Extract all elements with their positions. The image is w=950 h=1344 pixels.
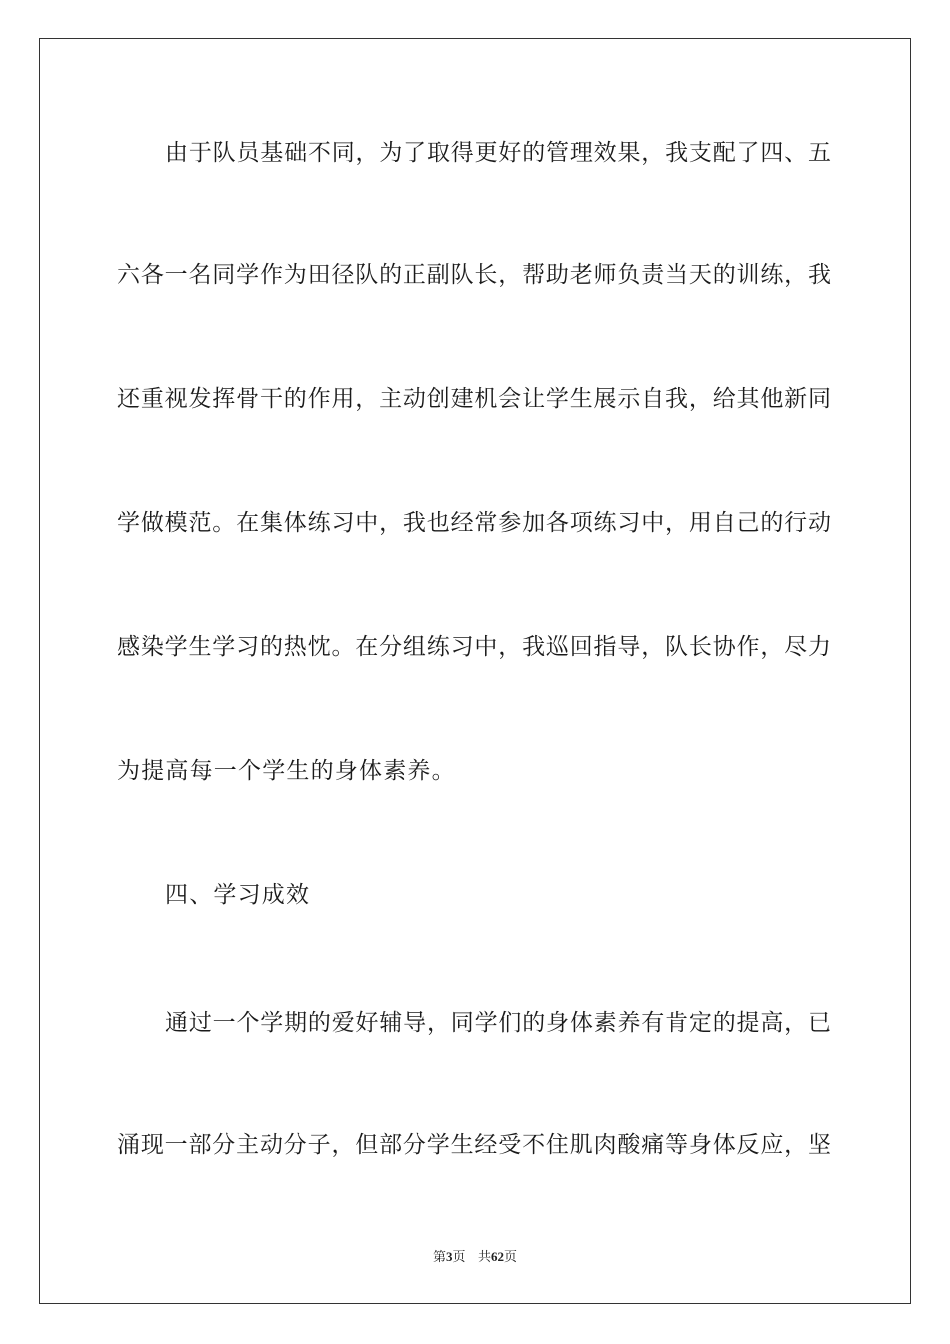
paragraph-line-2: 六各一名同学作为田径队的正副队长，帮助老师负责当天的训练，我 xyxy=(117,262,831,288)
footer-page-suffix: 页 xyxy=(452,1250,466,1265)
footer-page-number: 3 xyxy=(446,1249,453,1264)
page-footer xyxy=(0,1248,950,1267)
section-heading: 四、学习成效 xyxy=(165,882,311,908)
paragraph-line-5: 感染学生学习的热忱。在分组练习中，我巡回指导，队长协作，尽力 xyxy=(117,634,831,660)
paragraph-line-6: 为提高每一个学生的身体素养。 xyxy=(117,758,456,784)
paragraph-line-4: 学做模范。在集体练习中，我也经常参加各项练习中，用自己的行动 xyxy=(117,510,831,536)
footer-page-prefix: 第 xyxy=(433,1250,447,1265)
paragraph-line-1: 由于队员基础不同，为了取得更好的管理效果，我支配了四、五 xyxy=(165,140,831,166)
footer-total-number: 62 xyxy=(490,1249,504,1264)
paragraph-line-8: 涌现一部分主动分子，但部分学生经受不住肌肉酸痛等身体反应，坚 xyxy=(117,1132,831,1158)
paragraph-line-3: 还重视发挥骨干的作用，主动创建机会让学生展示自我，给其他新同 xyxy=(117,386,831,412)
paragraph-line-7: 通过一个学期的爱好辅导，同学们的身体素养有肯定的提高，已 xyxy=(165,1010,831,1036)
footer-total-suffix: 页 xyxy=(503,1250,517,1265)
page-border xyxy=(39,38,911,1304)
footer-total-prefix: 共 xyxy=(477,1250,491,1265)
